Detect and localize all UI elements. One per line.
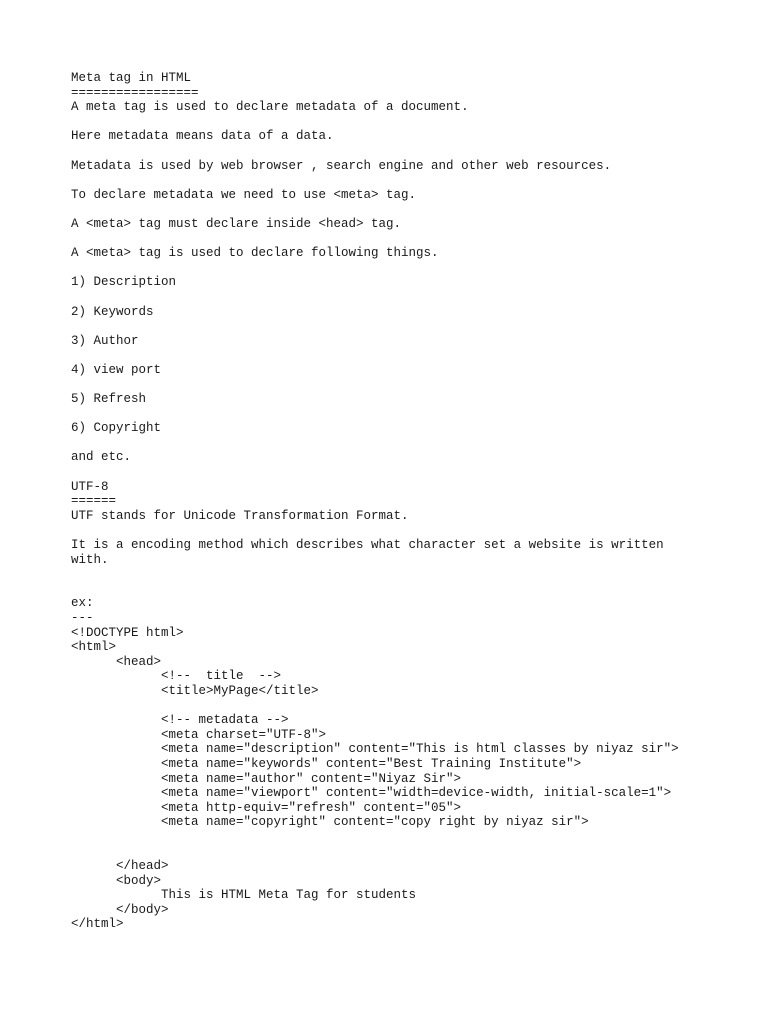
document-line: <meta name="description" content="This is html classes by niyaz sir">: [71, 742, 679, 757]
document-line: <!-- metadata -->: [71, 713, 289, 728]
document-line: [71, 173, 711, 188]
document-line: [71, 465, 711, 480]
document-line: [71, 348, 711, 363]
document-line: UTF stands for Unicode Transformation Format.: [71, 508, 409, 523]
document-line: <meta name="copyright" content="copy right by niyaz sir">: [71, 815, 589, 830]
document-line: <meta name="viewport" content="width=device-width, initial-scale=1">: [71, 786, 672, 801]
document-line: This is HTML Meta Tag for students: [71, 888, 417, 903]
document-line: 2) Keywords: [71, 304, 154, 319]
document-line: 3) Author: [71, 333, 139, 348]
document-line: <title>MyPage</title>: [71, 683, 319, 698]
document-line: 6) Copyright: [71, 421, 162, 436]
document-line: =================: [71, 85, 199, 100]
document-line: [71, 377, 711, 392]
document-line: [71, 567, 711, 582]
document-line: [71, 144, 711, 159]
document-line: [71, 699, 711, 714]
document-line: <!DOCTYPE html>: [71, 625, 184, 640]
document-line: <html>: [71, 640, 117, 655]
document-line: </body>: [71, 902, 169, 917]
document-line: [71, 582, 711, 597]
document-line: A <meta> tag must declare inside <head> tag.: [71, 216, 402, 231]
document-line: Here metadata means data of a data.: [71, 129, 334, 144]
document-line: A meta tag is used to declare metadata of a document.: [71, 100, 469, 115]
document-line: </html>: [71, 917, 124, 932]
document-line: [71, 407, 711, 422]
document-line: [71, 232, 711, 247]
document-line: with.: [71, 552, 109, 567]
document-line: <head>: [71, 654, 162, 669]
document-line: 1) Description: [71, 275, 177, 290]
document-line: and etc.: [71, 450, 132, 465]
document-line: [71, 115, 711, 130]
document-line: UTF-8: [71, 479, 109, 494]
document-line: To declare metadata we need to use <meta> tag.: [71, 187, 417, 202]
document-line: [71, 830, 711, 845]
document-line: <!-- title -->: [71, 669, 282, 684]
document-line: [71, 844, 711, 859]
document-page: [71, 71, 711, 932]
document-line: [71, 202, 711, 217]
document-line: ---: [71, 610, 94, 625]
document-line: ex:: [71, 596, 94, 611]
document-line: [71, 290, 711, 305]
document-line: Meta tag in HTML: [71, 71, 192, 85]
document-line: ======: [71, 494, 117, 509]
document-line: [71, 436, 711, 451]
document-line: A <meta> tag is used to declare following things.: [71, 246, 439, 261]
document-line: <meta charset="UTF-8">: [71, 727, 327, 742]
document-line: </head>: [71, 859, 169, 874]
document-line: <body>: [71, 873, 162, 888]
document-line: <meta name="author" content="Niyaz Sir">: [71, 771, 462, 786]
document-line: [71, 319, 711, 334]
document-line: <meta http-equiv="refresh" content="05">: [71, 800, 462, 815]
document-line: 5) Refresh: [71, 392, 147, 407]
document-line: Metadata is used by web browser , search engine and other web resources.: [71, 158, 612, 173]
document-line: <meta name="keywords" content="Best Training Institute">: [71, 756, 582, 771]
document-line: 4) view port: [71, 362, 162, 377]
document-line: [71, 261, 711, 276]
document-line: [71, 523, 711, 538]
document-line: It is a encoding method which describes what character set a website is written: [71, 538, 664, 552]
